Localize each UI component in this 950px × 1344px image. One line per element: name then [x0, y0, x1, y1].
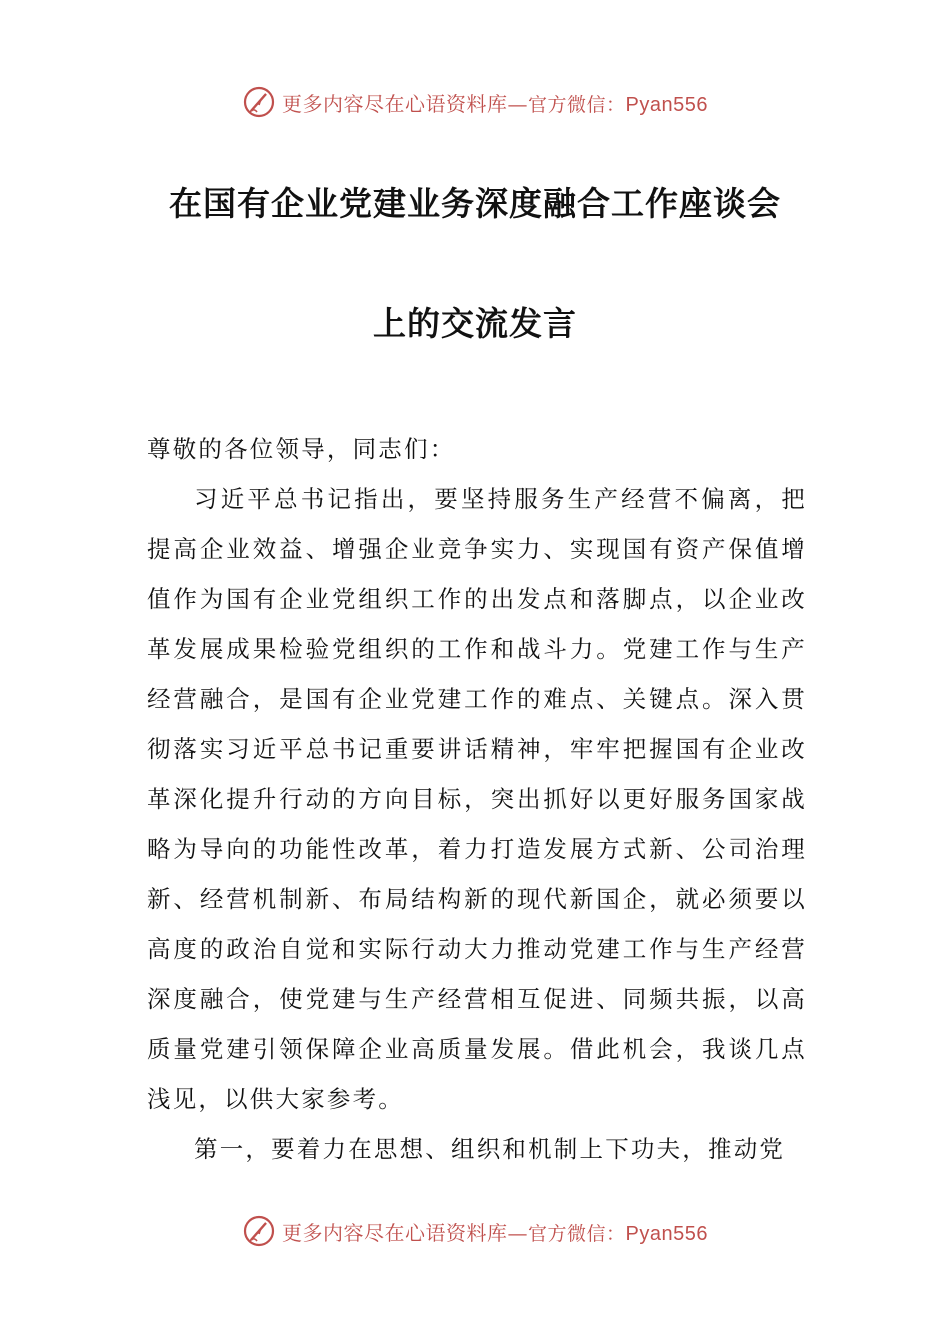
- watermark-wechat-id: Pyan556: [625, 93, 708, 116]
- header-watermark-banner: [0, 82, 950, 122]
- watermark-text: [282, 88, 708, 117]
- quill-pen-logo-icon: [242, 1214, 276, 1248]
- salutation: 尊敬的各位领导，同志们：: [147, 435, 456, 463]
- watermark-dash: —: [507, 91, 528, 116]
- watermark-wechat-id: Pyan556: [625, 1222, 708, 1245]
- paragraph-first-point: 第一，要着力在思想、组织和机制上下功夫，推动党: [194, 1135, 786, 1163]
- document-title-line2: 上的交流发言: [373, 304, 577, 343]
- watermark-site: 更多内容尽在心语资料库: [282, 91, 508, 116]
- quill-pen-logo-icon: [242, 85, 276, 119]
- document-body: [147, 424, 807, 1174]
- footer-watermark-banner: [0, 1211, 950, 1251]
- document-title-line1: 在国有企业党建业务深度融合工作座谈会: [169, 184, 781, 223]
- watermark-dash: —: [507, 1220, 528, 1245]
- watermark-official-label: 官方微信：: [528, 1222, 626, 1245]
- watermark-official-label: 官方微信：: [528, 93, 626, 116]
- paragraph-intro: 习近平总书记指出，要坚持服务生产经营不偏离，把提高企业效益、增强企业竞争实力、实现国有资产保值增值作为国有企业党组织工作的出发点和落脚点，以企业改革发展成果检验党组织的工作和战斗力。党建工作与生产经营融合，是国有企业党建工作的难点、关键点。深入贯彻落实习近平总书记重要讲话精神，牢牢把握国有企业改革深化提升行动的方向目标，突出抓好以更好服务国家战略为导向的功能性改革，着力打造发展方式新、公司治理新、经营机制新、布局结构新的现代新国企，就必须要以高度的政治自觉和实际行动大力推动党建工作与生产经营深度融合，使党建与生产经营相互促进、同频共振，以高质量党建引领保障企业高质量发展。借此机会，我谈几点浅见，以供大家参考。: [147, 485, 807, 1113]
- watermark-text: [282, 1217, 708, 1246]
- watermark-site: 更多内容尽在心语资料库: [282, 1220, 508, 1245]
